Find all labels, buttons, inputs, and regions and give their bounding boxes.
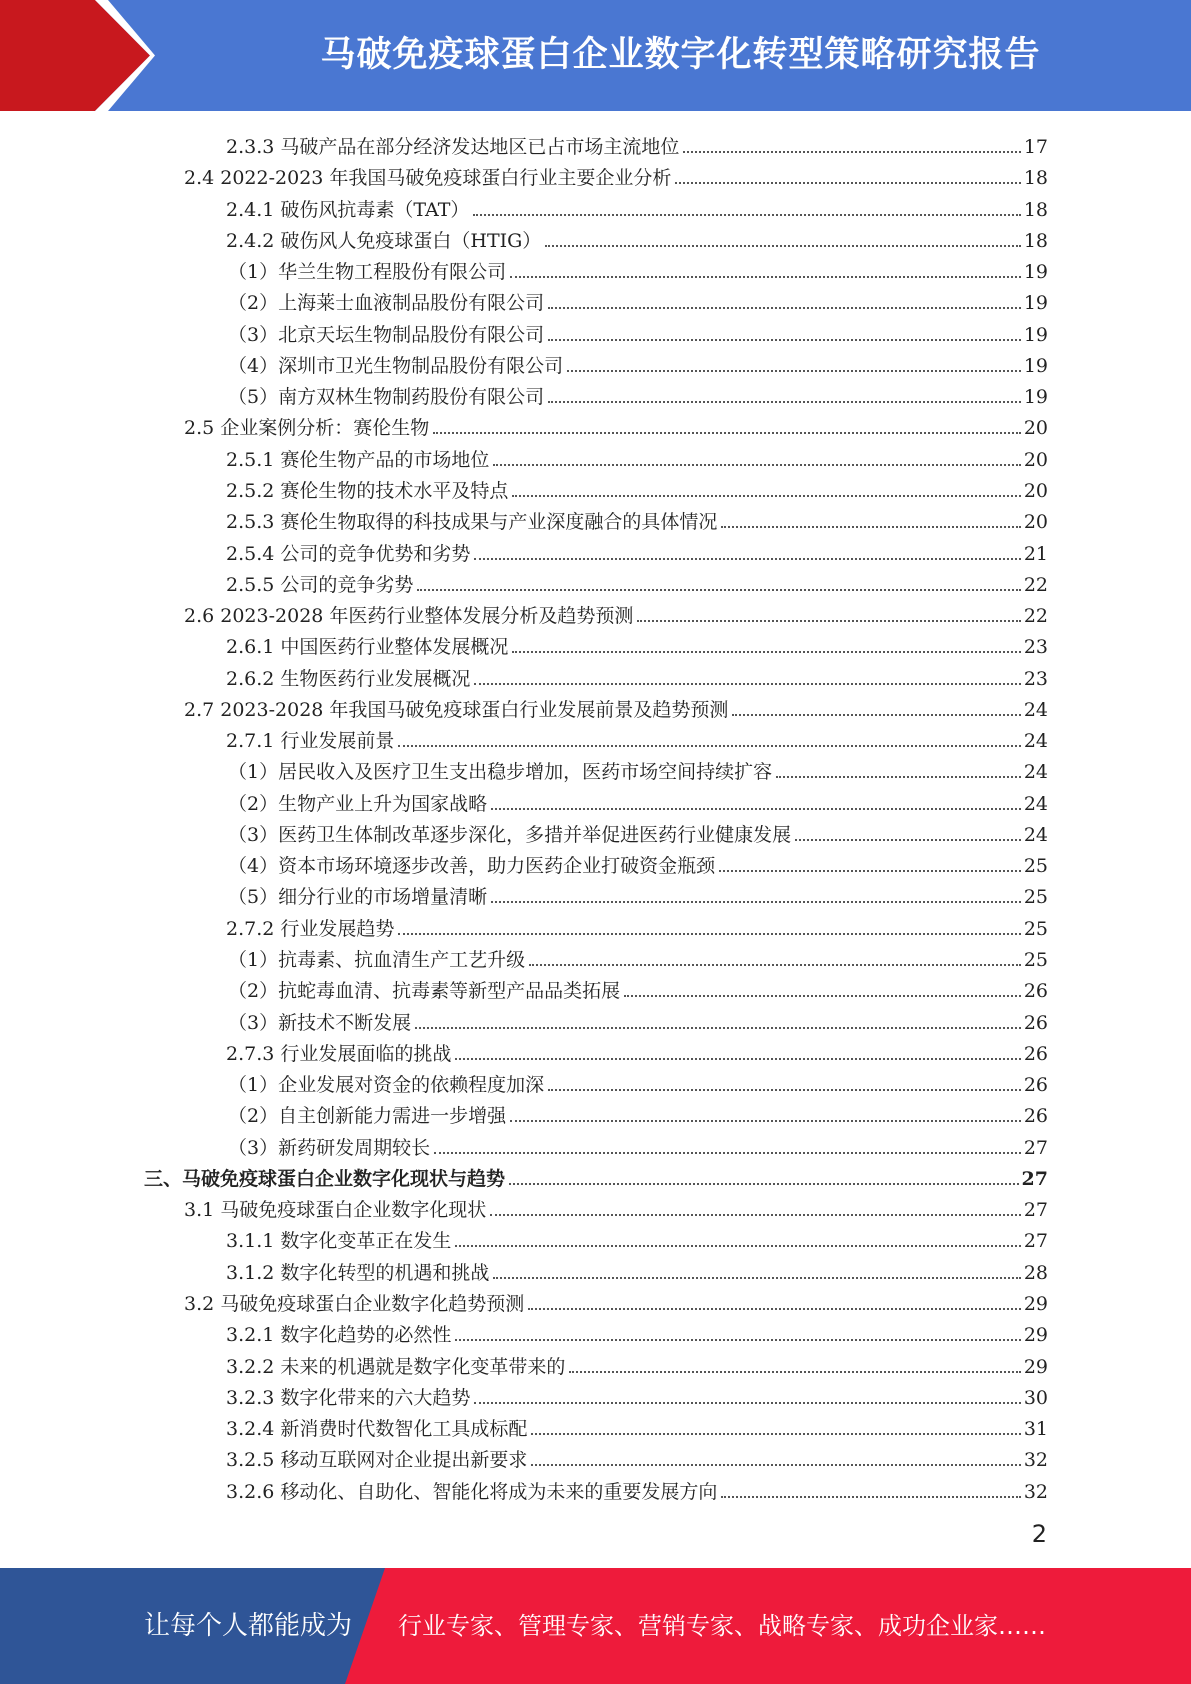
toc-dot-leader	[531, 1433, 1020, 1435]
toc-dot-leader	[528, 1308, 1021, 1310]
toc-dot-leader	[398, 745, 1020, 747]
toc-entry[interactable]	[184, 1284, 1048, 1315]
toc-entry-page: 17	[1023, 136, 1048, 158]
toc-entry-title: 3.2.1 数字化趋势的必然性	[226, 1324, 452, 1347]
toc-entry-title: 2.7.1 行业发展前景	[226, 730, 395, 753]
toc-entry-page: 32	[1023, 1449, 1048, 1472]
toc-dot-leader	[455, 1245, 1020, 1247]
toc-dot-leader	[548, 401, 1021, 403]
toc-entry-title: 2.6 2023-2028 年医药行业整体发展分析及趋势预测	[184, 605, 634, 628]
toc-dot-leader	[509, 1183, 1019, 1185]
toc-entry-page: 24	[1023, 792, 1048, 815]
toc-entry[interactable]	[226, 1409, 1048, 1440]
toc-entry-page: 32	[1023, 1480, 1048, 1503]
toc-entry[interactable]	[226, 1315, 1048, 1346]
toc-entry-page: 25	[1023, 886, 1048, 909]
toc-entry[interactable]	[228, 877, 1048, 908]
toc-entry[interactable]	[226, 127, 1048, 158]
toc-entry-title: 3.1 马破免疫球蛋白企业数字化现状	[184, 1199, 487, 1222]
toc-entry-page: 18	[1023, 167, 1048, 190]
toc-entry-page: 20	[1023, 417, 1048, 440]
chevron-arrow-icon	[0, 0, 160, 111]
toc-entry[interactable]	[228, 971, 1048, 1002]
toc-dot-leader	[721, 526, 1020, 528]
toc-entry-page: 27	[1023, 1136, 1048, 1159]
toc-entry-page: 19	[1023, 292, 1048, 315]
toc-dot-leader	[548, 339, 1021, 341]
toc-entry[interactable]	[226, 1221, 1048, 1252]
toc-entry-page: 20	[1023, 448, 1048, 471]
toc-entry[interactable]	[226, 440, 1048, 471]
toc-entry-page: 27	[1021, 1167, 1048, 1190]
toc-entry-page: 30	[1023, 1386, 1048, 1409]
toc-entry-page: 24	[1023, 823, 1048, 846]
toc-entry-page: 18	[1023, 198, 1048, 221]
toc-entry-page: 26	[1023, 980, 1048, 1003]
toc-dot-leader	[531, 1464, 1020, 1466]
toc-entry[interactable]	[226, 627, 1048, 658]
toc-entry-title: 2.4.2 破伤风人免疫球蛋白（HTIG）	[226, 229, 542, 252]
toc-dot-leader	[415, 1027, 1021, 1029]
toc-entry-title: 2.6.1 中国医药行业整体发展概况	[226, 636, 509, 659]
toc-entry-title: 2.7.2 行业发展趋势	[226, 917, 395, 940]
toc-entry-page: 23	[1023, 636, 1048, 659]
toc-entry-title: 2.3.3 马破产品在部分经济发达地区已占市场主流地位	[226, 136, 680, 158]
report-title: 马破免疫球蛋白企业数字化转型策略研究报告	[320, 35, 1041, 75]
toc-entry-title: （2）上海莱士血液制品股份有限公司	[228, 292, 545, 315]
toc-entry-page: 29	[1023, 1355, 1048, 1378]
toc-entry-title: 3.2.2 未来的机遇就是数字化变革带来的	[226, 1355, 566, 1378]
toc-dot-leader	[510, 276, 1021, 278]
toc-entry-title: 2.5.2 赛伦生物的技术水平及特点	[226, 479, 509, 502]
toc-entry[interactable]	[226, 1472, 1048, 1503]
toc-entry[interactable]	[226, 1378, 1048, 1409]
toc-entry-page: 26	[1023, 1074, 1048, 1097]
toc-entry-title: 2.4.1 破伤风抗毒素（TAT）	[226, 198, 470, 221]
toc-entry[interactable]	[228, 283, 1048, 314]
toc-entry-title: （3）新药研发周期较长	[228, 1136, 431, 1159]
toc-entry-page: 26	[1023, 1105, 1048, 1128]
toc-entry[interactable]	[144, 1159, 1048, 1190]
toc-dot-leader	[637, 620, 1020, 622]
toc-entry-page: 29	[1023, 1292, 1048, 1315]
toc-dot-leader	[732, 714, 1020, 716]
toc-entry-title: 2.5 企业案例分析：赛伦生物	[184, 417, 430, 440]
toc-entry-title: 2.5.4 公司的竞争优势和劣势	[226, 542, 471, 565]
toc-entry-page: 19	[1023, 323, 1048, 346]
toc-entry[interactable]	[228, 377, 1048, 408]
toc-entry[interactable]	[228, 846, 1048, 877]
toc-dot-leader	[474, 683, 1020, 685]
toc-entry-title: （1）居民收入及医疗卫生支出稳步增加，医药市场空间持续扩容	[228, 761, 773, 784]
toc-entry[interactable]	[228, 784, 1048, 815]
toc-entry-page: 25	[1023, 855, 1048, 878]
toc-entry-page: 24	[1023, 730, 1048, 753]
toc-dot-leader	[474, 558, 1020, 560]
toc-dot-leader	[473, 214, 1020, 216]
toc-entry-title: （1）抗毒素、抗血清生产工艺升级	[228, 949, 526, 972]
page-number: 2	[1031, 1520, 1047, 1548]
toc-entry-title: 3.2 马破免疫球蛋白企业数字化趋势预测	[184, 1292, 525, 1315]
toc-entry-title: 2.5.5 公司的竞争劣势	[226, 573, 414, 596]
toc-entry-title: （2）自主创新能力需进一步增强	[228, 1105, 507, 1128]
toc-entry-title: （3）新技术不断发展	[228, 1011, 412, 1034]
toc-entry-page: 22	[1023, 605, 1048, 628]
toc-entry[interactable]	[226, 909, 1048, 940]
toc-entry[interactable]	[228, 1003, 1048, 1034]
toc-dot-leader	[624, 995, 1021, 997]
toc-entry-title: （5）细分行业的市场增量清晰	[228, 886, 488, 909]
toc-entry[interactable]	[184, 408, 1048, 439]
toc-entry-title: 3.2.3 数字化带来的六大趋势	[226, 1386, 471, 1409]
toc-dot-leader	[434, 1152, 1021, 1154]
toc-dot-leader	[569, 1371, 1020, 1373]
toc-dot-leader	[491, 808, 1021, 810]
toc-entry-title: （1）企业发展对资金的依赖程度加深	[228, 1074, 545, 1097]
toc-entry[interactable]	[184, 596, 1048, 627]
toc-entry-page: 29	[1023, 1324, 1048, 1347]
toc-entry[interactable]	[226, 221, 1048, 252]
toc-dot-leader	[721, 1496, 1020, 1498]
toc-dot-leader	[417, 589, 1020, 591]
toc-dot-leader	[719, 870, 1021, 872]
toc-entry[interactable]	[226, 190, 1048, 221]
toc-entry[interactable]	[228, 940, 1048, 971]
toc-entry-title: （4）深圳市卫光生物制品股份有限公司	[228, 354, 564, 377]
toc-dot-leader	[455, 1058, 1020, 1060]
toc-dot-leader	[683, 151, 1020, 153]
report-header	[0, 0, 1191, 111]
toc-entry[interactable]	[228, 1128, 1048, 1159]
toc-entry[interactable]	[228, 1065, 1048, 1096]
toc-entry[interactable]	[226, 1347, 1048, 1378]
toc-entry-page: 27	[1023, 1199, 1048, 1222]
toc-dot-leader	[548, 1089, 1021, 1091]
toc-dot-leader	[510, 1120, 1021, 1122]
toc-entry-page: 20	[1023, 479, 1048, 502]
toc-entry-page: 18	[1023, 229, 1048, 252]
toc-entry[interactable]	[226, 471, 1048, 502]
toc-entry-title: 2.7.3 行业发展面临的挑战	[226, 1042, 452, 1065]
toc-entry[interactable]	[226, 1440, 1048, 1471]
toc-entry[interactable]	[226, 659, 1048, 690]
toc-entry[interactable]	[226, 565, 1048, 596]
toc-entry[interactable]	[228, 815, 1048, 846]
toc-entry-title: 2.6.2 生物医药行业发展概况	[226, 667, 471, 690]
toc-entry[interactable]	[226, 502, 1048, 533]
toc-entry-page: 25	[1023, 949, 1048, 972]
toc-dot-leader	[493, 464, 1020, 466]
footer-slogan-left: 让每个人都能成为	[144, 1611, 353, 1641]
footer-slogan-right: 行业专家、管理专家、营销专家、战略专家、成功企业家……	[398, 1612, 1046, 1640]
toc-entry[interactable]	[228, 315, 1048, 346]
toc-entry-title: 3.2.5 移动互联网对企业提出新要求	[226, 1449, 528, 1472]
toc-entry-title: （3）医药卫生体制改革逐步深化，多措并举促进医药行业健康发展	[228, 823, 792, 846]
toc-entry-page: 23	[1023, 667, 1048, 690]
toc-dot-leader	[398, 933, 1020, 935]
toc-entry-title: 3.2.4 新消费时代数智化工具成标配	[226, 1418, 528, 1441]
toc-entry[interactable]	[228, 252, 1048, 283]
toc-dot-leader	[548, 307, 1021, 309]
toc-dot-leader	[567, 370, 1021, 372]
toc-entry-title: 2.4 2022-2023 年我国马破免疫球蛋白行业主要企业分析	[184, 167, 672, 190]
toc-entry[interactable]	[226, 721, 1048, 752]
toc-dot-leader	[490, 1214, 1021, 1216]
toc-dot-leader	[474, 1402, 1020, 1404]
toc-entry-title: （4）资本市场环境逐步改善，助力医药企业打破资金瓶颈	[228, 855, 716, 878]
toc-entry-page: 26	[1023, 1011, 1048, 1034]
toc-entry[interactable]	[184, 1190, 1048, 1221]
footer-banner	[0, 1568, 1191, 1684]
toc-entry-page: 24	[1023, 698, 1048, 721]
toc-entry-title: 2.5.1 赛伦生物产品的市场地位	[226, 448, 490, 471]
toc-entry-title: （1）华兰生物工程股份有限公司	[228, 261, 507, 284]
toc-dot-leader	[433, 432, 1021, 434]
toc-entry-title: 2.5.3 赛伦生物取得的科技成果与产业深度融合的具体情况	[226, 511, 718, 534]
toc-entry[interactable]	[226, 534, 1048, 565]
toc-entry-page: 19	[1023, 386, 1048, 409]
toc-entry-page: 20	[1023, 511, 1048, 534]
toc-entry[interactable]	[226, 1034, 1048, 1065]
toc-dot-leader	[529, 964, 1021, 966]
toc-dot-leader	[491, 901, 1021, 903]
toc-dot-leader	[455, 1339, 1020, 1341]
toc-entry-page: 28	[1023, 1261, 1048, 1284]
toc-dot-leader	[795, 839, 1021, 841]
toc-entry[interactable]	[226, 1253, 1048, 1284]
toc-dot-leader	[675, 182, 1020, 184]
toc-entry[interactable]	[228, 1096, 1048, 1127]
toc-entry-page: 21	[1023, 542, 1048, 565]
toc-entry-page: 19	[1023, 354, 1048, 377]
toc-entry-title: 3.2.6 移动化、自助化、智能化将成为未来的重要发展方向	[226, 1480, 718, 1503]
toc-dot-leader	[776, 776, 1021, 778]
toc-entry[interactable]	[184, 690, 1048, 721]
toc-entry-page: 27	[1023, 1230, 1048, 1253]
toc-entry-page: 19	[1023, 261, 1048, 284]
toc-entry-title: 2.7 2023-2028 年我国马破免疫球蛋白行业发展前景及趋势预测	[184, 698, 729, 721]
toc-dot-leader	[545, 245, 1021, 247]
toc-dot-leader	[512, 495, 1020, 497]
toc-entry-page: 25	[1023, 917, 1048, 940]
toc-entry-title: （5）南方双林生物制药股份有限公司	[228, 386, 545, 409]
toc-entry-title: （2）抗蛇毒血清、抗毒素等新型产品品类拓展	[228, 980, 621, 1003]
toc-entry-title: （2）生物产业上升为国家战略	[228, 792, 488, 815]
toc-dot-leader	[512, 651, 1020, 653]
toc-entry[interactable]	[184, 158, 1048, 189]
toc-entry[interactable]	[228, 346, 1048, 377]
toc-entry-title: 3.1.1 数字化变革正在发生	[226, 1230, 452, 1253]
toc-entry-page: 26	[1023, 1042, 1048, 1065]
toc-entry-page: 22	[1023, 573, 1048, 596]
toc-entry[interactable]	[228, 752, 1048, 783]
toc-entry-title: 三、马破免疫球蛋白企业数字化现状与趋势	[144, 1167, 506, 1190]
toc-entry-page: 31	[1023, 1418, 1048, 1441]
toc-entry-title: 3.1.2 数字化转型的机遇和挑战	[226, 1261, 490, 1284]
toc-entry-title: （3）北京天坛生物制品股份有限公司	[228, 323, 545, 346]
toc-entry-page: 24	[1023, 761, 1048, 784]
toc-dot-leader	[493, 1277, 1020, 1279]
